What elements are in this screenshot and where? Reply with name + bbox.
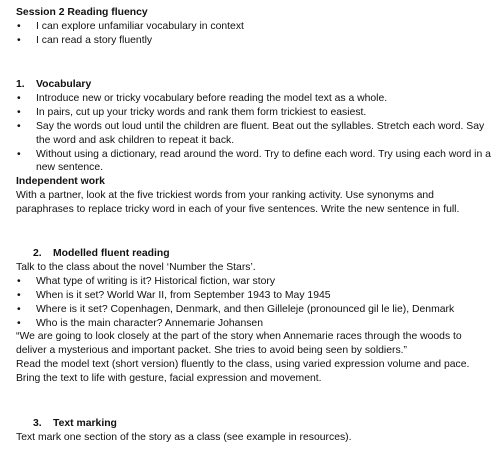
text-marking-section [16,417,494,445]
vocabulary-section [16,78,494,217]
section-number: 2. [33,248,42,259]
modelled-intro: Talk to the class about the novel ‘Number the Stars’. [16,261,256,273]
text-marking-heading [16,417,494,431]
objective-item: • I can explore unfamiliar vocabulary in context [16,20,494,34]
section-heading-text: Text marking [53,418,117,429]
vocabulary-heading [16,78,494,92]
session-title: Session 2 Reading fluency [16,7,148,18]
modelled-bullets [16,275,494,331]
text-marking-text: Text mark one section of the story as a class (see example in resources). [16,431,352,443]
objective-item: • I can read a story fluently [16,34,494,48]
vocabulary-bullet: • Say the words out loud until the children are fluent. Beat out the syllables. Stretch each word. Say the word and ask children to repeat it back. [16,120,494,148]
section-heading-text: Vocabulary [36,79,92,90]
session-intro [16,6,494,48]
modelled-bullet: • Who is the main character? Annemarie Johansen [16,317,494,331]
modelled-quote: “We are going to look closely at the part of the story when Annemarie races through the woods to deliver a mysterious and important packet. She tries to avoid being seen by soldiers.” [16,331,462,357]
vocabulary-bullet: • In pairs, cut up your tricky words and rank them form trickiest to easiest. [16,106,494,120]
modelled-bullet: • Where is it set? Copenhagen, Denmark, and then Gilleleje (pronounced gil le lie), Denmark [16,303,494,317]
modelled-reading-section [16,247,494,386]
section-number: 3. [33,418,42,429]
vocabulary-bullets [16,92,494,175]
modelled-bullet: • When is it set? World War II, from September 1943 to May 1945 [16,289,494,303]
independent-work-text: With a partner, look at the five trickiest words from your ranking activity. Use synonyms and paraphrases to replace tricky word in each of your five sentences. Write the new sentence in full. [16,190,460,216]
modelled-bullet: • What type of writing is it? Historical fiction, war story [16,275,494,289]
section-number: 1. [16,79,25,90]
section-heading-text: Modelled fluent reading [53,248,170,259]
objectives-list [16,20,494,48]
modelled-reading-heading [16,247,494,261]
independent-work-heading: Independent work [16,176,105,188]
vocabulary-bullet: • Without using a dictionary, read around the word. Try to define each word. Try using each word in a new sentence. [16,148,494,176]
vocabulary-bullet: • Introduce new or tricky vocabulary before reading the model text as a whole. [16,92,494,106]
modelled-instructions: Read the model text (short version) fluently to the class, using varied expression volume and pace. Bring the text to life with gesture, facial expression and movement. [16,359,470,385]
